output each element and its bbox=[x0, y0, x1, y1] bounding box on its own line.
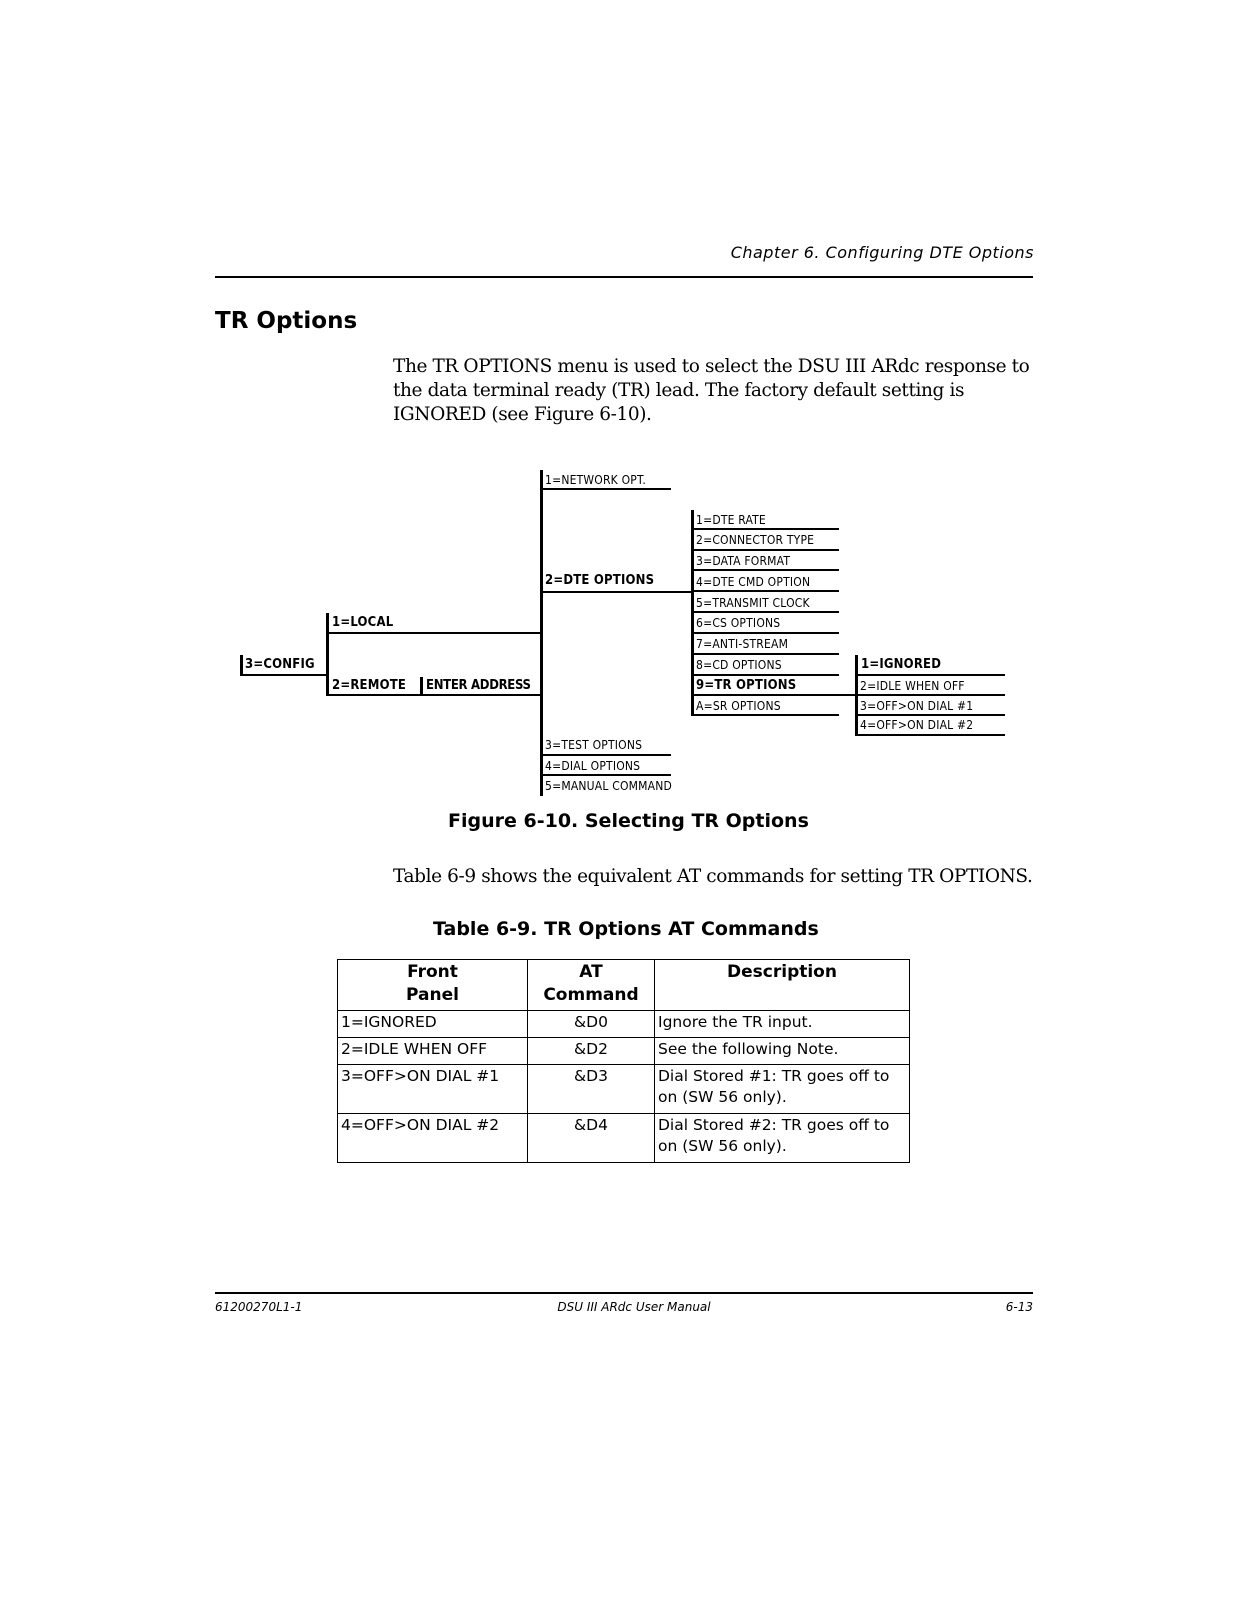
cell-desc: Ignore the TR input. bbox=[655, 1011, 910, 1038]
dte-line-10 bbox=[691, 714, 839, 716]
tr-line-3 bbox=[855, 714, 1005, 716]
remote-node: 2=REMOTE bbox=[332, 678, 407, 693]
level1-bar bbox=[326, 613, 329, 696]
dial-options-node: 4=DIAL OPTIONS bbox=[545, 759, 641, 773]
dte-line-6 bbox=[691, 632, 839, 634]
tr-line-4 bbox=[855, 734, 1005, 736]
header-at-line2: Command bbox=[543, 985, 639, 1005]
off-on-dial-2-node: 4=OFF>ON DIAL #2 bbox=[860, 718, 974, 732]
header-front-panel-line1: Front bbox=[407, 962, 458, 982]
test-options-node: 3=TEST OPTIONS bbox=[545, 738, 643, 752]
local-line bbox=[326, 632, 542, 634]
table-row bbox=[338, 1011, 910, 1038]
dte-line-4 bbox=[691, 590, 839, 592]
table-row bbox=[338, 1065, 910, 1114]
sr-options-node: A=SR OPTIONS bbox=[696, 699, 781, 713]
remote-line bbox=[326, 694, 542, 696]
footer-manual-title: DSU III ARdc User Manual bbox=[557, 1300, 711, 1314]
dte-line-2 bbox=[691, 549, 839, 551]
manual-command-node: 5=MANUAL COMMAND bbox=[545, 779, 673, 793]
root-underline bbox=[240, 674, 329, 676]
at-commands-table bbox=[337, 959, 910, 1163]
dte-options-line bbox=[540, 591, 693, 593]
dte-line-7 bbox=[691, 653, 839, 655]
figure-caption: Figure 6-10. Selecting TR Options bbox=[448, 810, 809, 832]
header-description bbox=[655, 960, 910, 1011]
dte-cmd-option-node: 4=DTE CMD OPTION bbox=[696, 575, 811, 589]
table-row bbox=[338, 1038, 910, 1065]
cell-desc bbox=[655, 1065, 910, 1114]
header-front-panel bbox=[338, 960, 528, 1011]
chapter-header: Chapter 6. Configuring DTE Options bbox=[730, 243, 1034, 262]
header-description-label: Description bbox=[727, 962, 837, 982]
network-opt-line bbox=[540, 488, 671, 490]
cs-options-node: 6=CS OPTIONS bbox=[696, 616, 781, 630]
dte-options-node: 2=DTE OPTIONS bbox=[545, 573, 655, 588]
transmit-clock-node: 5=TRANSMIT CLOCK bbox=[696, 596, 810, 610]
dial-options-line bbox=[540, 774, 671, 776]
connector-type-node: 2=CONNECTOR TYPE bbox=[696, 533, 815, 547]
ignored-node: 1=IGNORED bbox=[861, 657, 942, 672]
idle-when-off-node: 2=IDLE WHEN OFF bbox=[860, 679, 965, 693]
cell-desc bbox=[655, 1114, 910, 1163]
dte-options-bar bbox=[691, 510, 694, 716]
table-row bbox=[338, 1114, 910, 1163]
dte-rate-node: 1=DTE RATE bbox=[696, 513, 766, 527]
cd-options-node: 8=CD OPTIONS bbox=[696, 658, 782, 672]
enter-address-node: ENTER ADDRESS bbox=[426, 678, 531, 693]
dte-line-5 bbox=[691, 611, 839, 613]
section-title: TR Options bbox=[215, 308, 358, 334]
cell-front: 2=IDLE WHEN OFF bbox=[338, 1038, 528, 1065]
cell-at: &D0 bbox=[528, 1011, 655, 1038]
footer-doc-number: 61200270L1-1 bbox=[215, 1300, 303, 1314]
intro-line-2: the data terminal ready (TR) lead. The factory default setting is bbox=[393, 380, 965, 401]
footer-rule bbox=[215, 1292, 1033, 1294]
header-at-line1: AT bbox=[579, 962, 603, 982]
cell-at: &D2 bbox=[528, 1038, 655, 1065]
table-reference-text: Table 6-9 shows the equivalent AT commands for setting TR OPTIONS. bbox=[393, 866, 1033, 887]
network-opt-node: 1=NETWORK OPT. bbox=[545, 473, 646, 487]
tr-line-2 bbox=[855, 694, 1005, 696]
cell-front: 1=IGNORED bbox=[338, 1011, 528, 1038]
intro-line-3: IGNORED (see Figure 6-10). bbox=[393, 404, 652, 425]
cell-front: 4=OFF>ON DIAL #2 bbox=[338, 1114, 528, 1163]
root-node: 3=CONFIG bbox=[245, 657, 315, 672]
local-node: 1=LOCAL bbox=[332, 615, 394, 630]
dte-line-8 bbox=[691, 674, 839, 676]
intro-line-1: The TR OPTIONS menu is used to select the DSU III ARdc response to bbox=[393, 356, 1030, 377]
dte-line-3 bbox=[691, 569, 839, 571]
test-options-line bbox=[540, 754, 671, 756]
table-header-row bbox=[338, 960, 910, 1011]
table-caption: Table 6-9. TR Options AT Commands bbox=[433, 918, 819, 940]
cell-desc-line1: Dial Stored #1: TR goes off to bbox=[658, 1067, 890, 1085]
data-format-node: 3=DATA FORMAT bbox=[696, 554, 791, 568]
cell-desc-line1: Dial Stored #2: TR goes off to bbox=[658, 1116, 890, 1134]
off-on-dial-1-node: 3=OFF>ON DIAL #1 bbox=[860, 699, 974, 713]
header-front-panel-line2: Panel bbox=[406, 985, 459, 1005]
footer-page-number: 6-13 bbox=[1005, 1300, 1033, 1314]
cell-front: 3=OFF>ON DIAL #1 bbox=[338, 1065, 528, 1114]
cell-at: &D3 bbox=[528, 1065, 655, 1114]
enter-address-bar bbox=[420, 677, 423, 696]
tr-line-1 bbox=[855, 674, 1005, 676]
level2-bar bbox=[540, 470, 543, 796]
dte-line-1 bbox=[691, 528, 839, 530]
tr-options-node: 9=TR OPTIONS bbox=[696, 678, 797, 693]
cell-at: &D4 bbox=[528, 1114, 655, 1163]
anti-stream-node: 7=ANTI-STREAM bbox=[696, 637, 789, 651]
cell-desc: See the following Note. bbox=[655, 1038, 910, 1065]
cell-desc-line2: on (SW 56 only). bbox=[658, 1137, 787, 1155]
cell-desc-line2: on (SW 56 only). bbox=[658, 1088, 787, 1106]
header-at-command bbox=[528, 960, 655, 1011]
root-bar bbox=[240, 655, 243, 676]
tr-options-line bbox=[691, 694, 857, 696]
